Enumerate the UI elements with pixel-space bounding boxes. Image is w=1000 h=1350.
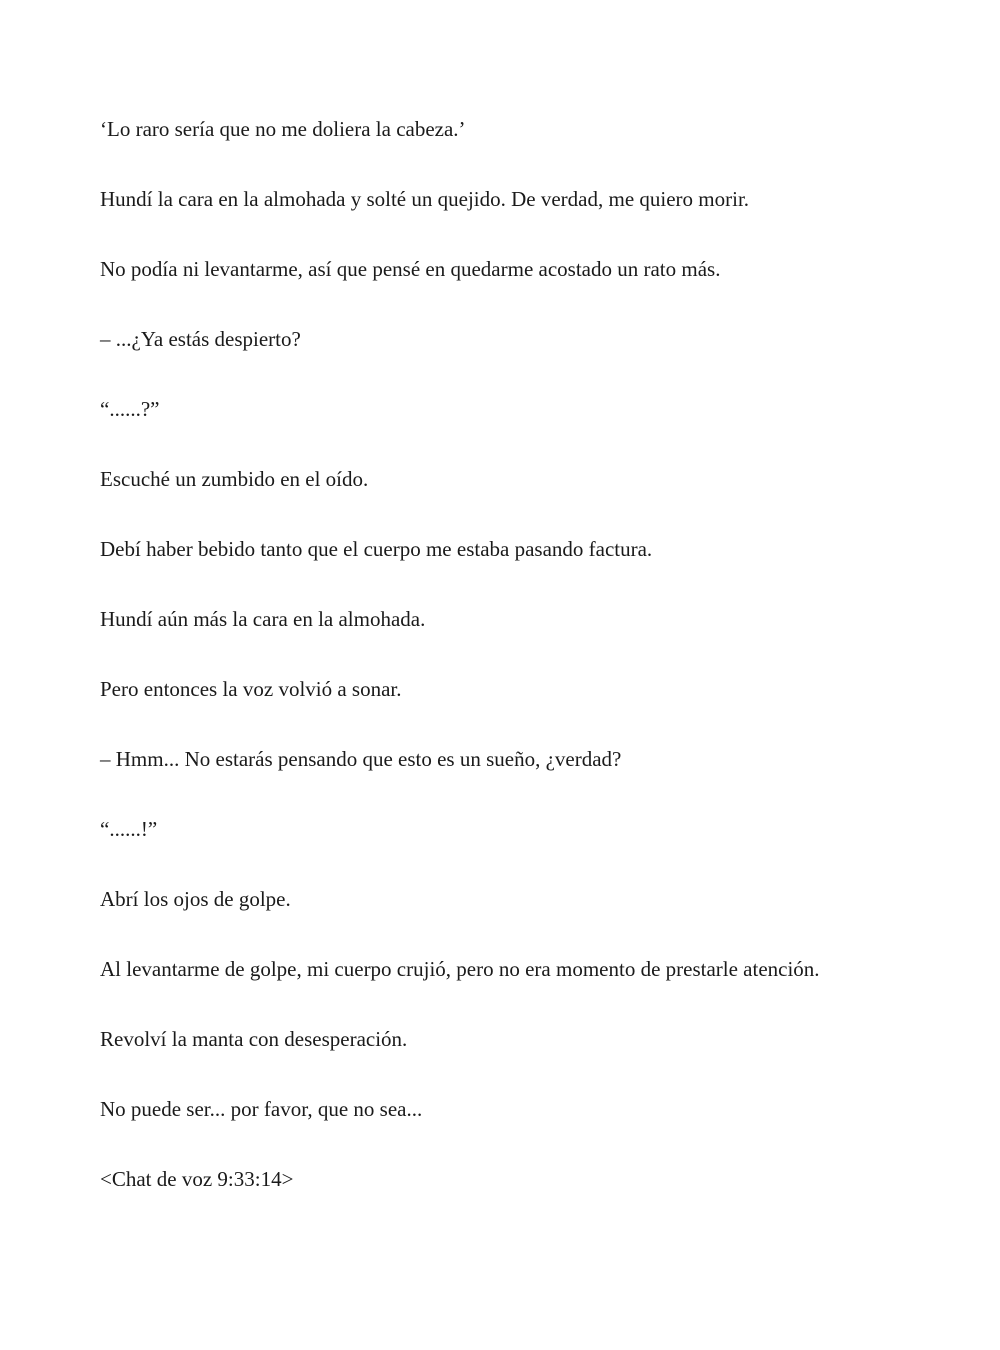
dialogue-line: “......!” [100,817,158,841]
paragraph: Pero entonces la voz volvió a sonar. [100,677,402,701]
voice-chat-label: <Chat de voz 9:33:14> [100,1167,294,1191]
paragraph: ‘Lo raro sería que no me doliera la cabeza.’ [100,117,466,141]
dialogue-line: “......?” [100,397,160,421]
dialogue-line: – ...¿Ya estás despierto? [100,327,301,351]
paragraph: Abrí los ojos de golpe. [100,887,291,911]
paragraph: Hundí aún más la cara en la almohada. [100,607,426,631]
paragraph: Revolví la manta con desesperación. [100,1027,408,1051]
paragraph: Escuché un zumbido en el oído. [100,467,369,491]
paragraph: No puede ser... por favor, que no sea... [100,1097,423,1121]
paragraph: No podía ni levantarme, así que pensé en quedarme acostado un rato más. [100,257,721,281]
document-page [100,112,900,1232]
dialogue-line: – Hmm... No estarás pensando que esto es un sueño, ¿verdad? [100,747,622,771]
paragraph: Debí haber bebido tanto que el cuerpo me estaba pasando factura. [100,537,653,561]
paragraph: Hundí la cara en la almohada y solté un quejido. De verdad, me quiero morir. [100,187,750,211]
paragraph: Al levantarme de golpe, mi cuerpo crujió, pero no era momento de prestarle atención. [100,957,820,981]
